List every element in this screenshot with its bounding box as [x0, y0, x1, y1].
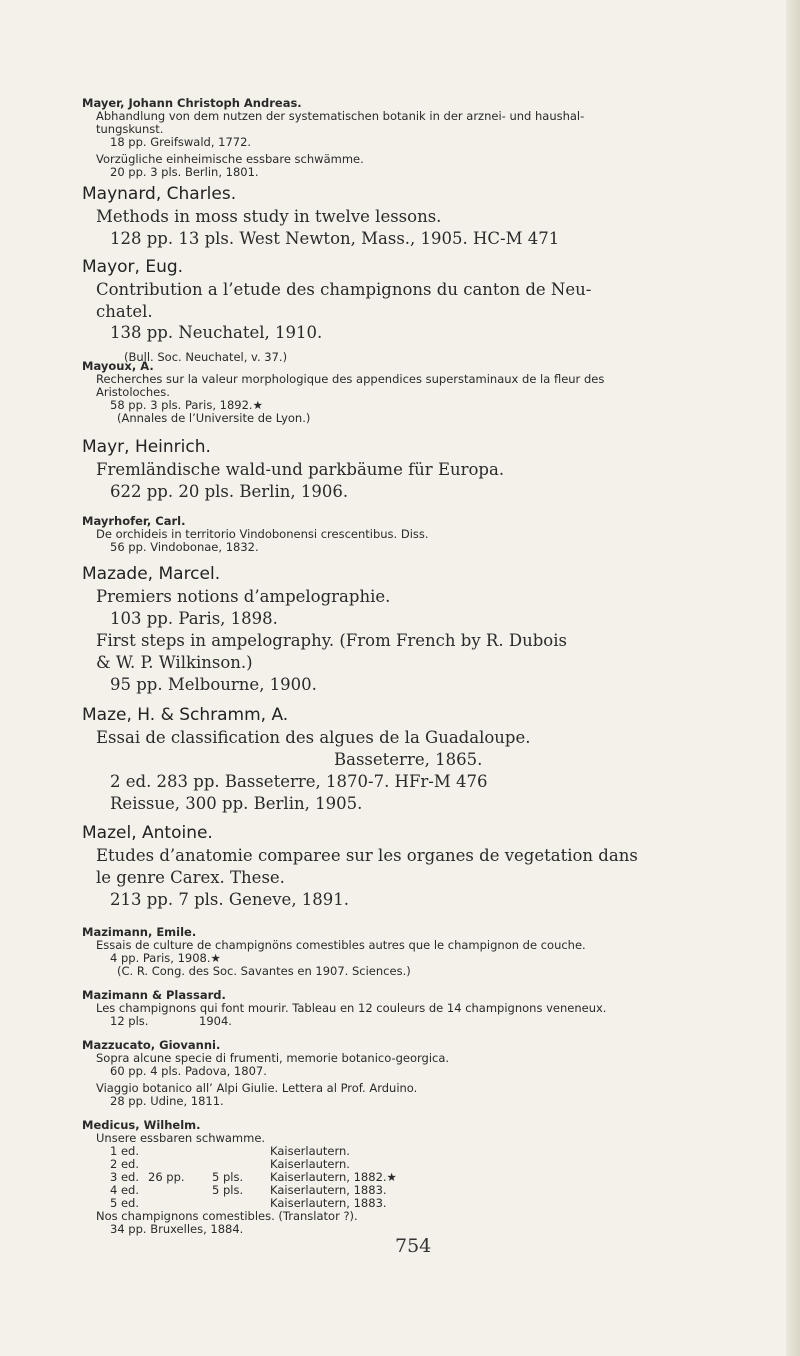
title-line: le genre Carex. These. [96, 868, 285, 887]
author-heading: Mazzucato, Giovanni. [82, 1038, 221, 1052]
imprint-line: 58 pp. 3 pls. Paris, 1892.★ [110, 398, 263, 412]
imprint-line: 138 pp. Neuchatel, 1910. [110, 323, 323, 342]
edition-place: Kaiserlautern, 1882.★ [270, 1170, 397, 1184]
imprint-line: 20 pp. 3 pls. Berlin, 1801. [110, 165, 259, 179]
author-heading: Mayor, Eug. [82, 257, 184, 277]
author-heading: Mayoux, A. [82, 359, 154, 373]
edition-pages: 26 pp. [148, 1170, 185, 1184]
imprint-line: 622 pp. 20 pls. Berlin, 1906. [110, 482, 349, 501]
imprint-line: 213 pp. 7 pls. Geneve, 1891. [110, 890, 350, 909]
imprint-line: 28 pp. Udine, 1811. [110, 1094, 224, 1108]
imprint-line: 95 pp. Melbourne, 1900. [110, 675, 317, 694]
edition-number: 1 ed. [110, 1144, 140, 1158]
author-heading: Mayr, Heinrich. [82, 437, 211, 457]
edition-number: 3 ed. [110, 1170, 140, 1184]
title-line: Aristoloches. [96, 385, 170, 399]
title-line: & W. P. Wilkinson.) [96, 653, 253, 672]
edition-plates: 5 pls. [212, 1183, 244, 1197]
author-heading: Mazimann & Plassard. [82, 988, 226, 1002]
title-line: First steps in ampelography. (From French by R. Dubois [96, 631, 567, 650]
edition-place: Kaiserlautern. [270, 1144, 350, 1158]
title-line: Premiers notions d’ampelographie. [96, 587, 391, 606]
author-heading: Mayrhofer, Carl. [82, 514, 186, 528]
title-line: De orchideis in territorio Vindobonensi crescentibus. Diss. [96, 527, 429, 541]
title-line: Sopra alcune specie di frumenti, memorie botanico-georgica. [96, 1051, 450, 1065]
title-line: Recherches sur la valeur morphologique des appendices superstaminaux de la fleur des [96, 372, 605, 386]
imprint-line: 34 pp. Bruxelles, 1884. [110, 1222, 244, 1236]
title-line: Fremländische wald-und parkbäume für Europa. [96, 460, 505, 479]
edition-plates: 5 pls. [212, 1170, 244, 1184]
imprint-line: 4 pp. Paris, 1908.★ [110, 951, 221, 965]
author-heading: Maze, H. & Schramm, A. [82, 705, 289, 725]
imprint-line: 18 pp. Greifswald, 1772. [110, 135, 252, 149]
imprint-line: Basseterre, 1865. [334, 750, 483, 769]
imprint-pls: 12 pls. [110, 1014, 149, 1028]
imprint-line: 56 pp. Vindobonae, 1832. [110, 540, 259, 554]
author-heading: Medicus, Wilhelm. [82, 1118, 201, 1132]
title-line: Viaggio botanico all’ Alpi Giulie. Lettera al Prof. Arduino. [96, 1081, 418, 1095]
page-number: 754 [395, 1235, 432, 1257]
edition-number: 4 ed. [110, 1183, 140, 1197]
edition-place: Kaiserlautern, 1883. [270, 1183, 387, 1197]
series-note: (Annales de l’Universite de Lyon.) [117, 411, 311, 425]
imprint-line: 128 pp. 13 pls. West Newton, Mass., 1905. HC-M 471 [110, 229, 560, 248]
title-line: tungskunst. [96, 122, 164, 136]
title-line: chatel. [96, 302, 153, 321]
edition-number: 2 ed. [110, 1157, 140, 1171]
author-heading: Maynard, Charles. [82, 184, 237, 204]
edition-number: 5 ed. [110, 1196, 140, 1210]
title-line: Etudes d’anatomie comparee sur les organes de vegetation dans [96, 846, 638, 865]
series-note: (C. R. Cong. des Soc. Savantes en 1907. Sciences.) [117, 964, 411, 978]
edition-place: Kaiserlautern. [270, 1157, 350, 1171]
imprint-line: Reissue, 300 pp. Berlin, 1905. [110, 794, 363, 813]
title-line: Abhandlung von dem nutzen der systematischen botanik in der arznei- und haushal- [96, 109, 585, 123]
author-heading: Mazimann, Emile. [82, 925, 197, 939]
imprint-line: 103 pp. Paris, 1898. [110, 609, 278, 628]
author-heading: Mayer, Johann Christoph Andreas. [82, 96, 302, 110]
title-line: Les champignons qui font mourir. Tableau en 12 couleurs de 14 champignons veneneux. [96, 1001, 607, 1015]
imprint-line: 2 ed. 283 pp. Basseterre, 1870-7. HFr-M 476 [110, 772, 488, 791]
title-line: Methods in moss study in twelve lessons. [96, 207, 442, 226]
title-line: Contribution a l’etude des champignons du canton de Neu- [96, 280, 592, 299]
title-line: Essais de culture de champignöns comestibles autres que le champignon de couche. [96, 938, 586, 952]
author-heading: Mazade, Marcel. [82, 564, 221, 584]
edition-place: Kaiserlautern, 1883. [270, 1196, 387, 1210]
author-heading: Mazel, Antoine. [82, 823, 213, 843]
imprint-year: 1904. [199, 1014, 232, 1028]
title-line: Vorzügliche einheimische essbare schwämme. [96, 152, 364, 166]
title-line: Nos champignons comestibles. (Translator ?). [96, 1209, 358, 1223]
title-line: Unsere essbaren schwamme. [96, 1131, 266, 1145]
title-line: Essai de classification des algues de la Guadaloupe. [96, 728, 531, 747]
page-edge [786, 0, 800, 1356]
series-note: (Bull. Soc. Neuchatel, v. 37.) [124, 350, 288, 364]
imprint-line: 60 pp. 4 pls. Padova, 1807. [110, 1064, 267, 1078]
